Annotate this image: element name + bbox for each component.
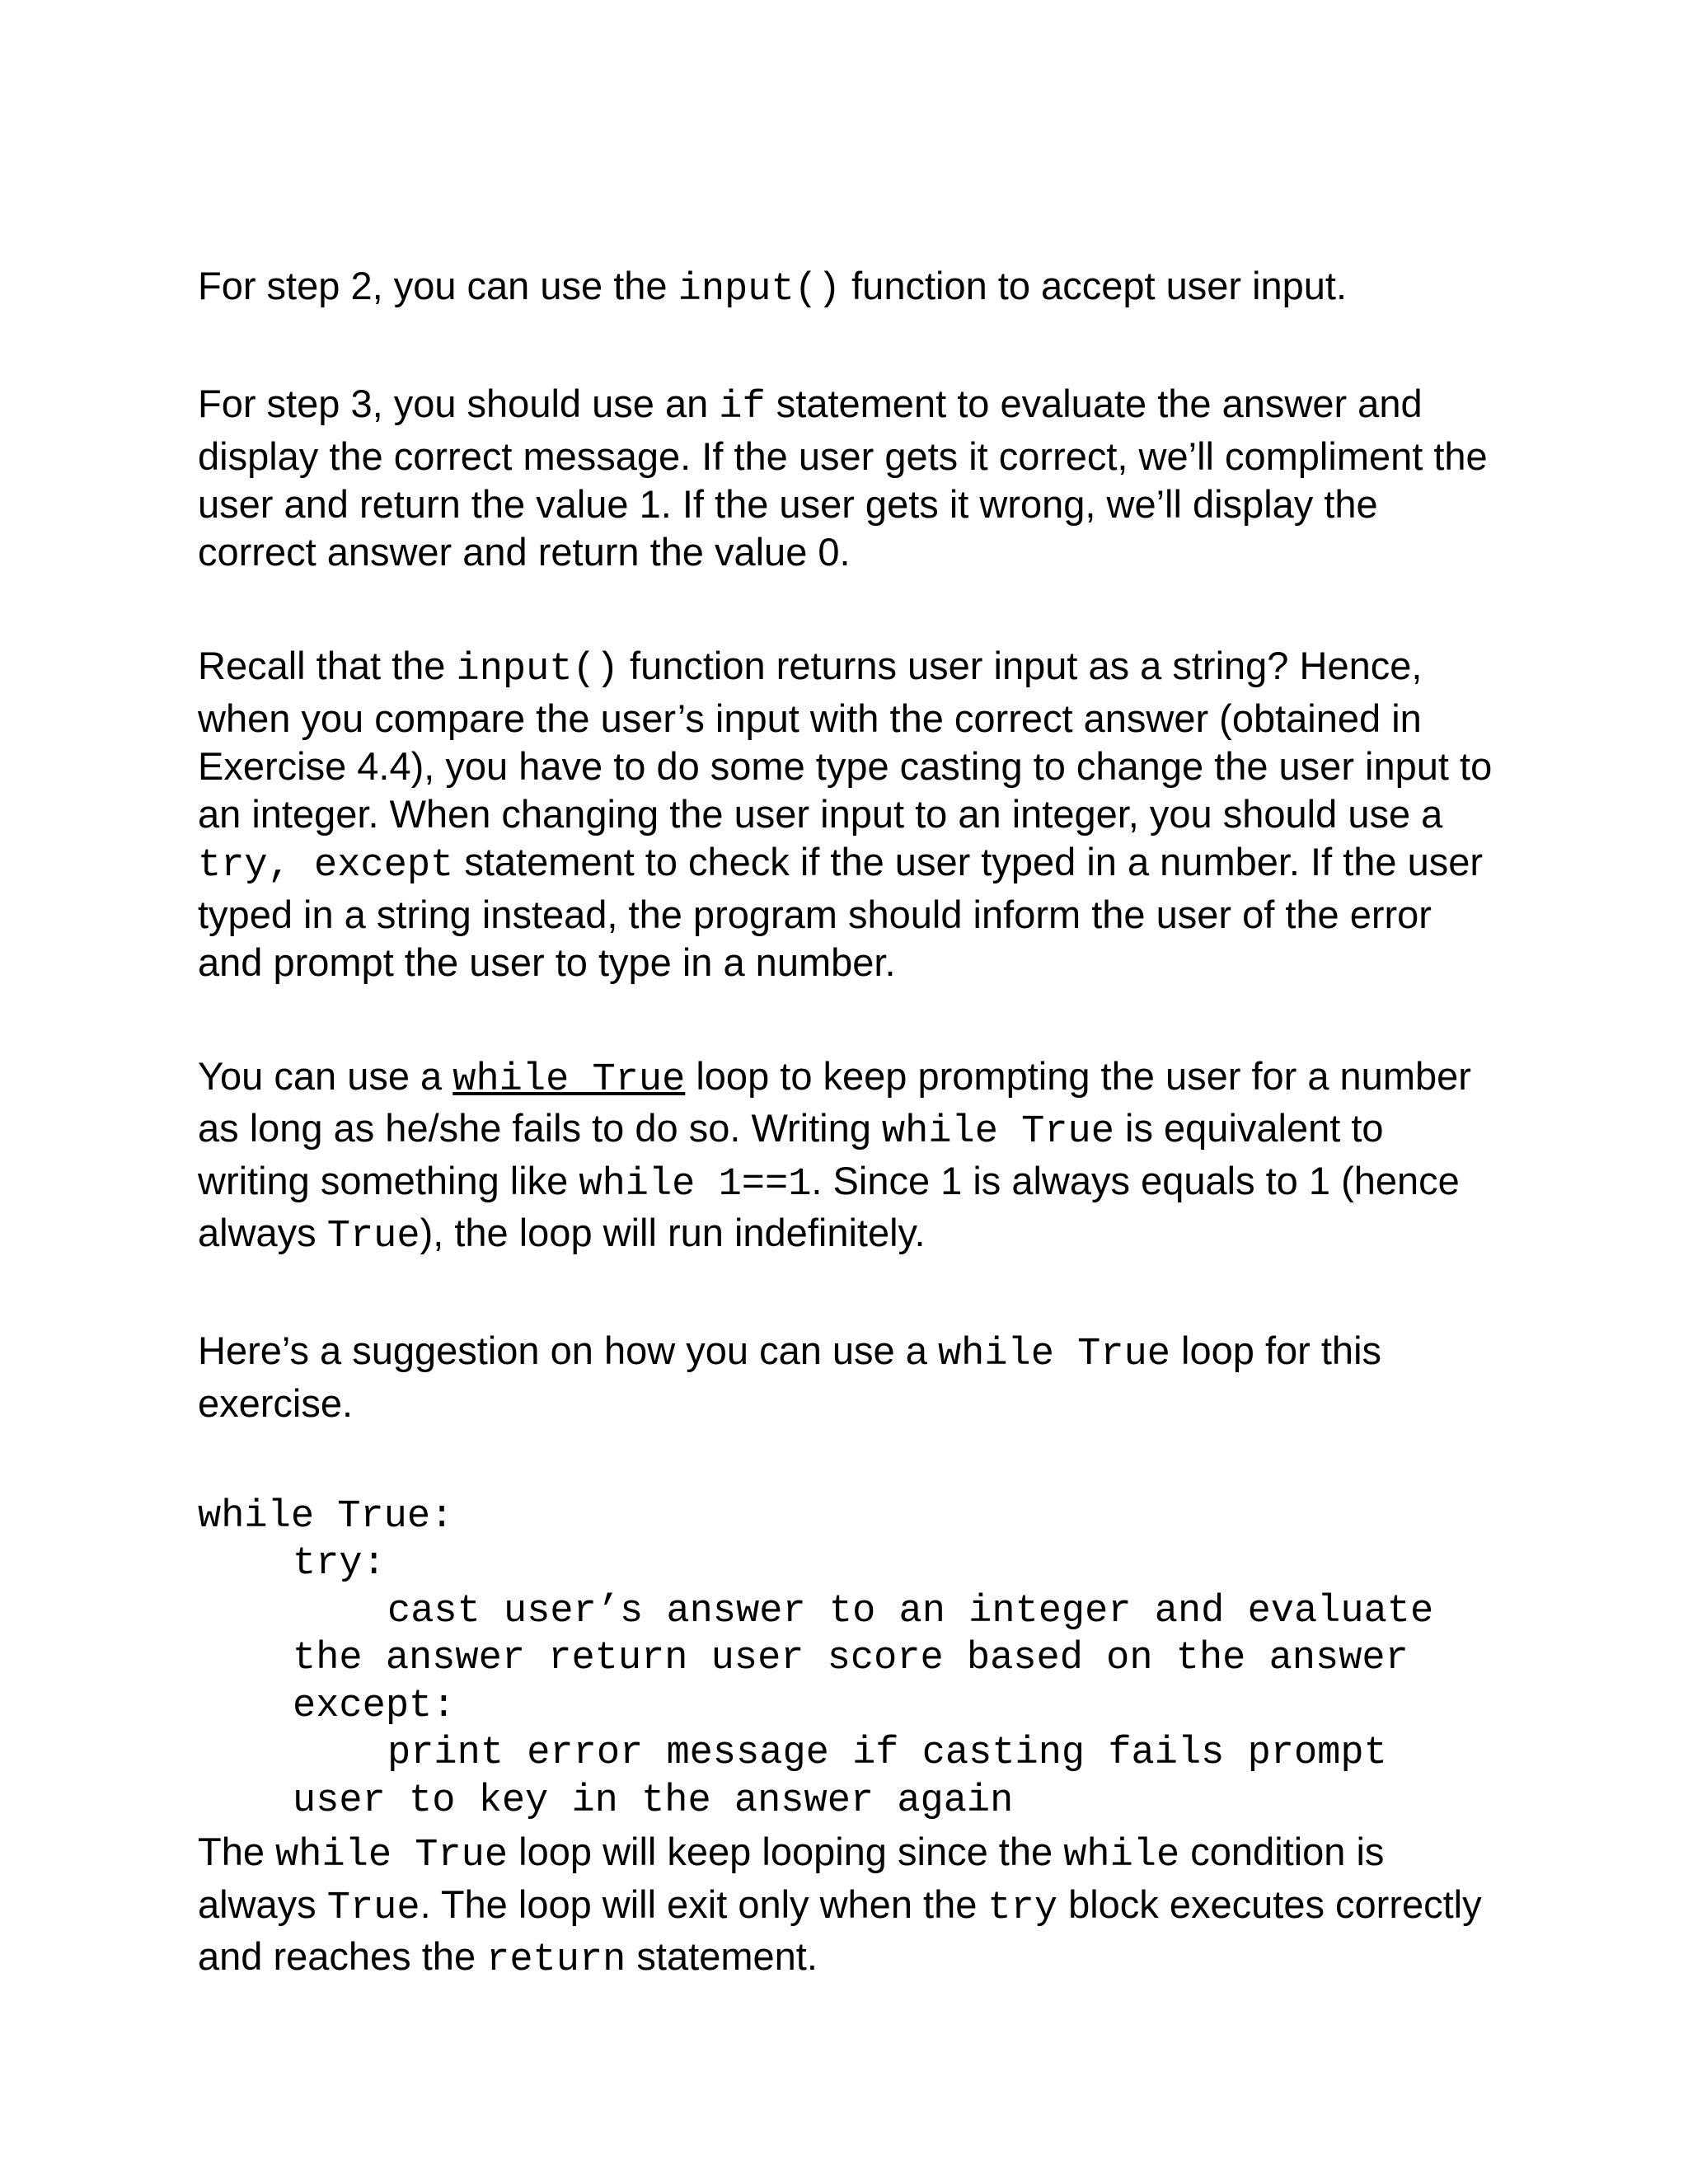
text: block executes correctly and reaches the bbox=[198, 1882, 1482, 1978]
code-line: try: bbox=[293, 1542, 386, 1586]
paragraph-while-true bbox=[198, 1052, 1500, 1261]
text: loop to keep prompting the user for a number as long as he/she fails to do so. Writing bbox=[198, 1054, 1471, 1151]
paragraph-suggestion bbox=[198, 1327, 1500, 1427]
paragraph-step-3 bbox=[198, 380, 1500, 576]
text: Here’s a suggestion on how you can use a bbox=[198, 1329, 938, 1373]
inline-code: True bbox=[326, 1886, 420, 1930]
while-true-link[interactable]: while True bbox=[452, 1058, 686, 1103]
text: statement. bbox=[626, 1933, 818, 1978]
text: statement to evaluate the answer and display the correct message. If the user gets it correct, we’ll compliment the user and return the value 1. If the user gets it wrong, we’ll display the correct answer and return the value 0. bbox=[198, 382, 1488, 574]
inline-code: while True bbox=[937, 1333, 1170, 1377]
code-line: the answer return user score based on the answer bbox=[293, 1637, 1409, 1681]
inline-code: while bbox=[1063, 1834, 1180, 1878]
paragraph-type-casting bbox=[198, 642, 1500, 987]
text: is equivalent to writing something like bbox=[198, 1106, 1384, 1202]
text: Recall that the bbox=[198, 644, 457, 688]
text: function to accept user input. bbox=[841, 264, 1348, 307]
text: condition is always bbox=[198, 1830, 1385, 1926]
code-block bbox=[198, 1493, 1500, 1825]
text: The bbox=[198, 1830, 276, 1874]
inline-code: return bbox=[486, 1938, 626, 1982]
inline-code: input() bbox=[456, 648, 619, 692]
code-line: user to key in the answer again bbox=[293, 1779, 1014, 1823]
inline-code: if bbox=[719, 386, 766, 430]
text: function returns user input as a string? Hence, when you compare the user’s input with the correct answer (obtained in Exercise 4.4), you have to do some type casting to change the user input to an integer. When changing the user input to an integer, you should use a bbox=[198, 644, 1493, 837]
document-page bbox=[198, 262, 1500, 1985]
text: . The loop will exit only when the bbox=[420, 1882, 988, 1926]
text: ), the loop will run indefinitely. bbox=[420, 1210, 926, 1254]
text: For step 3, you should use an bbox=[198, 382, 720, 426]
inline-code: try, except bbox=[198, 844, 454, 888]
code-line: print error message if casting fails prompt bbox=[387, 1732, 1387, 1776]
paragraph-loop-exit bbox=[198, 1828, 1500, 1985]
text: You can use a bbox=[198, 1054, 453, 1099]
inline-code: while 1==1 bbox=[579, 1162, 812, 1207]
text: loop will keep looping since the bbox=[508, 1830, 1064, 1874]
text: loop for this exercise. bbox=[198, 1329, 1382, 1425]
code-line: cast user’s answer to an integer and evaluate bbox=[387, 1589, 1434, 1633]
inline-code: try bbox=[987, 1886, 1058, 1930]
code-line: except: bbox=[293, 1684, 456, 1728]
inline-code: input() bbox=[678, 268, 842, 312]
text: statement to check if the user typed in a number. If the user typed in a string instead, the program should inform the user of the error and prompt the user to type in a number. bbox=[198, 840, 1484, 984]
text: . Since 1 is always equals to 1 (hence always bbox=[198, 1158, 1460, 1254]
inline-code: while True bbox=[881, 1110, 1114, 1155]
code-line: while True: bbox=[198, 1494, 454, 1539]
text: For step 2, you can use the bbox=[198, 264, 678, 307]
inline-code: True bbox=[326, 1214, 420, 1258]
paragraph-step-2 bbox=[198, 262, 1500, 314]
inline-code: while True bbox=[275, 1834, 509, 1878]
